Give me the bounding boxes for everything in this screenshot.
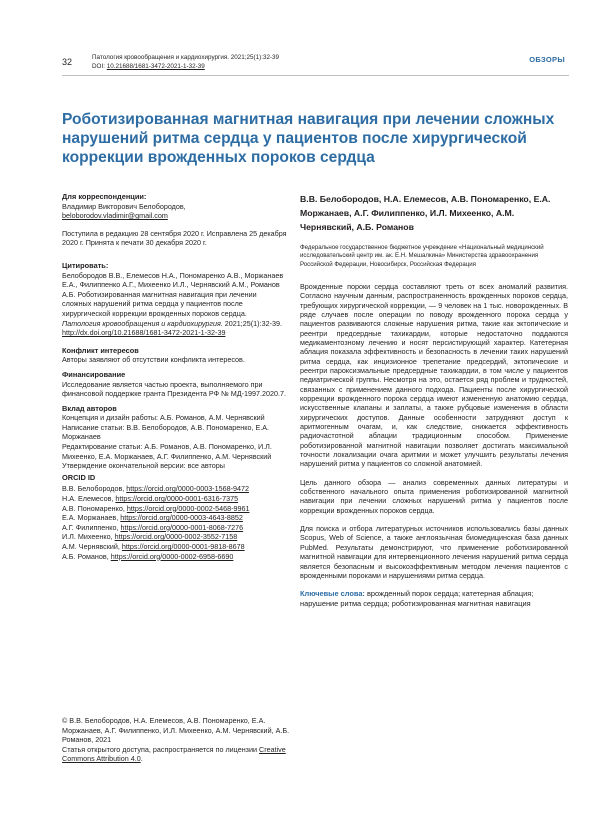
article-title: Роботизированная магнитная навигация при лечении сложных нарушений ритма сердца у пациентов после хирургической коррекции врожденных пороков сердца <box>62 111 555 166</box>
orcid-author: Н.А. Елемесов, <box>62 494 116 504</box>
author-list: В.В. Белобородов, Н.А. Елемесов, А.В. Пономаренко, Е.А. Моржанаев, А.Г. Филиппенко, И.Л. Михеенко, А.М. Чернявский, А.Б. Романов <box>300 194 551 232</box>
license-end: . <box>140 754 143 764</box>
correspondence-email-link[interactable]: beloborodov.vladimir@gmail.com <box>62 211 168 221</box>
funding-text: Исследование является частью проекта, выполняемого при финансовой поддержке гранта Президента РФ № МД-1997.2020.7. <box>62 379 286 399</box>
conflict-heading: Конфликт интересов <box>62 345 139 355</box>
contributions-heading: Вклад авторов <box>62 403 117 413</box>
contributions-block <box>62 404 287 471</box>
doi-link[interactable]: 10.21688/1681-3472-2021-1-32-39 <box>106 63 205 70</box>
abstract-paragraph-3: Для поиска и отбора литературных источников использовались базы данных Scopus, Web of Science, а также англоязычная биомедицинская база данных PubMed. Результаты демонстрируют, что применение роботизированной магнитной навигации для интервенционного лечения нарушений ритма сердца является безопасным и высокоэффективным методом лечения пациентов с врожденными пороками и нарушениями ритма сердца. <box>300 524 568 580</box>
citation-journal: Патология кровообращения и кардиохирургия. <box>62 318 223 328</box>
copyright-block <box>62 716 292 764</box>
abstract-paragraph-1: Врожденные пороки сердца составляют треть от всех аномалий развития. Согласно научным данным, распространенность врожденных пороков сердца, требующих хирургической коррекции, — 9 человек на 1 тыс. новорожденных. В ряде случаев после операции по поводу врожденного порока сердца у пациентов развиваются сложные нарушения ритма, такие как эктопические и реентри предсердные тахикардии, которые недостаточно поддаются медикаментозному лечению и носят персистирующий характер. Катетерная аблация показала эффективность и безопасность в лечении таких нарушений ритма сердца, как инцизионное трепетание предсердий, эктопические и реентри пароксизмальные предсердные тахикардии, в том числе у пациентов педиатрической группы. Несмотря на это, остается ряд проблем и трудностей, связанных с применением данного подхода. Пациенты после хирургической коррекции врожденного порока сердца имеют измененную анатомию сердца, искусственные клапаны и заплаты, а также рубцовые изменения в области хирургических доступов. Данные особенности затрудняют доступ к аритмогенным очагам, и, как следствие, снижается эффективность радиочастотной аблации традиционным способом. Применение роботизированной магнитной навигации позволяет достигать максимальной точности локализации очага аритмии и может улучшить результаты лечения нарушений ритма у пациентов со сложной анатомией. <box>300 281 568 469</box>
received-dates: Поступила в редакцию 28 сентября 2020 г. Исправлена 25 декабря 2020 г. Принята к печати 30 декабря 2020 г. <box>62 228 287 248</box>
orcid-line <box>62 552 287 562</box>
keywords <box>300 589 568 608</box>
orcid-line <box>62 542 287 552</box>
orcid-link[interactable]: https://orcid.org/0000-0003-4643-8852 <box>120 513 243 523</box>
right-column <box>300 192 568 608</box>
orcid-line <box>62 523 287 533</box>
orcid-link[interactable]: https://orcid.org/0000-0002-5468-9961 <box>126 503 250 513</box>
contrib-writing: Написание статьи: В.В. Белобородов, А.В. Пономаренко, Е.А. Моржанаев <box>62 422 270 442</box>
journal-citation: Патология кровообращения и кардиохирургия. 2021;25(1):32-39 <box>92 54 280 61</box>
journal-header <box>92 53 279 71</box>
citation-body: Белобородов В.В., Елемесов Н.А., Пономаренко А.В., Моржанаев Е.А., Филиппенко А.Г., Михеенко И.Л., Чернявский А.М., Романов А.Б. Роботизированная магнитная навигация при лечении сложных нарушений ритма сердца у пациентов после хирургической коррекции врожденных пороков сердца. <box>62 270 284 318</box>
orcid-link[interactable]: https://orcid.org/0000-0001-8068-7276 <box>120 522 244 532</box>
contrib-concept: Концепция и дизайн работы: А.Б. Романов, А.М. Чернявский <box>62 413 265 423</box>
orcid-author: В.В. Белобородов, <box>62 484 127 494</box>
orcid-author: А.Г. Филиппенко, <box>62 522 121 532</box>
orcid-link[interactable]: https://orcid.org/0000-0001-9818-8678 <box>121 542 245 551</box>
orcid-line <box>62 484 287 494</box>
doi-line <box>92 62 279 71</box>
contrib-editing: Редактирование статьи: А.Б. Романов, А.В. Пономаренко, И.Л. Михеенко, Е.А. Моржанаев, А.Г. Филиппенко, А.М. Чернявский <box>62 442 272 461</box>
funding-block <box>62 370 287 399</box>
header-divider <box>62 75 569 76</box>
abstract-paragraph-2: Цель данного обзора — анализ современных данных литературы и собственного начального опыта применения роботизированной магнитной навигации при лечении сложных нарушений ритма у пациентов после коррекции врожденных пороков сердца. <box>300 477 568 515</box>
correspondence-block <box>62 192 287 221</box>
license-text: Статья открытого доступа, распространяется по лицензии <box>62 744 259 754</box>
left-column <box>62 192 287 569</box>
orcid-link[interactable]: https://orcid.org/0000-0002-6958-6690 <box>110 551 234 561</box>
received-block <box>62 229 287 248</box>
copyright-text: © В.В. Белобородов, Н.А. Елемесов, А.В. Пономаренко, Е.А. Моржанаев, А.Г. Филиппенко, И.Л. Михеенко, А.М. Чернявский, А.Б. Романов, 2021 <box>62 716 290 745</box>
citation-text <box>62 271 287 338</box>
doi-label: DOI: <box>92 63 107 70</box>
citation-heading: Цитировать: <box>62 260 109 270</box>
section-label: ОБЗОРЫ <box>529 55 565 64</box>
contrib-approval: Утверждение окончательной версии: все авторы <box>62 461 225 471</box>
orcid-author: Е.А. Моржанаев, <box>62 513 121 523</box>
orcid-link[interactable]: https://orcid.org/0000-0003-1568-9472 <box>126 484 249 494</box>
citation-block <box>62 261 287 338</box>
conflict-block <box>62 346 287 365</box>
keywords-label: Ключевые слова: <box>300 589 365 599</box>
orcid-author: И.Л. Михеенко, <box>62 532 115 542</box>
orcid-line <box>62 494 287 504</box>
citation-volume: 2021;25(1):32-39. <box>222 318 282 328</box>
orcid-author: А.В. Пономаренко, <box>62 503 127 513</box>
affiliation: Федеральное государственное бюджетное учреждение «Национальный медицинский исследовательский центр им. ак. Е.Н. Мешалкина» Министерства здравоохранения Российской Федерации, Новосибирск, Российская Федерация <box>300 244 544 268</box>
orcid-line <box>62 513 287 523</box>
orcid-author: А.М. Чернявский, <box>62 542 122 551</box>
orcid-block <box>62 473 287 561</box>
correspondence-heading: Для корреспонденции: <box>62 192 147 201</box>
orcid-author: А.Б. Романов, <box>62 551 111 561</box>
orcid-link[interactable]: https://orcid.org/0000-0001-6316-7375 <box>115 494 239 504</box>
orcid-heading: ORCID ID <box>62 472 96 482</box>
license-line <box>62 745 292 764</box>
page-number: 32 <box>62 57 73 67</box>
keywords-text: врожденный порок сердца; катетерная аблация; нарушение ритма сердца; роботизированная магнитная навигация <box>300 589 534 608</box>
license-link[interactable]: Creative Commons Attribution 4.0 <box>62 744 286 764</box>
conflict-text: Авторы заявляют об отсутствии конфликта интересов. <box>62 355 245 365</box>
citation-url-link[interactable]: http://dx.doi.org/10.21688/1681-3472-2021-1-32-39 <box>62 328 226 338</box>
orcid-line <box>62 532 287 542</box>
orcid-link[interactable]: https://orcid.org/0000-0002-3552-7158 <box>114 532 238 542</box>
correspondence-name: Владимир Викторович Белобородов, <box>62 201 186 211</box>
orcid-line <box>62 504 287 514</box>
funding-heading: Финансирование <box>62 369 126 379</box>
